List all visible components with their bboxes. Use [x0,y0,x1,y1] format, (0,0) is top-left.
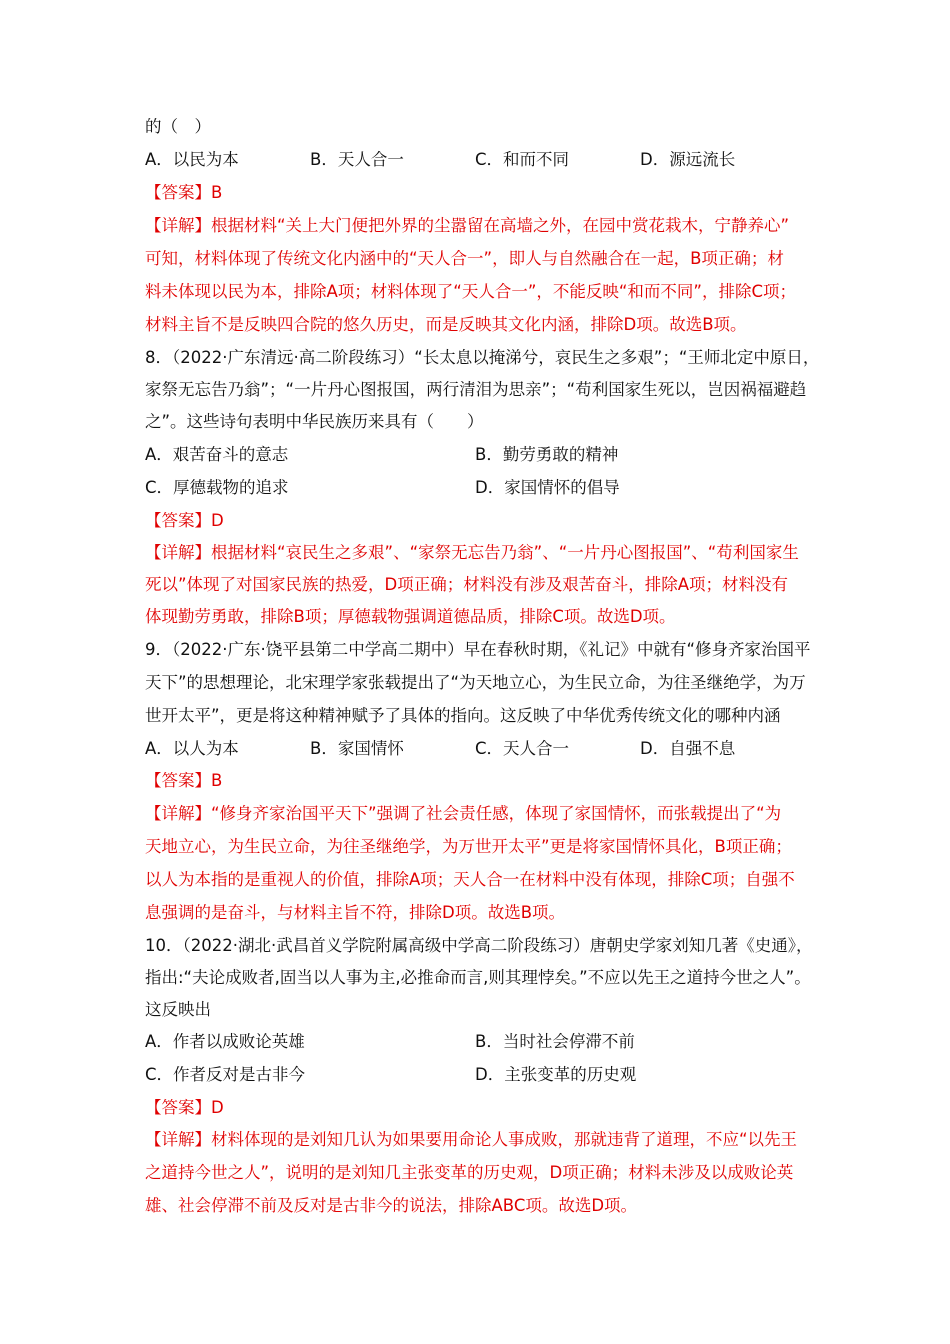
q7-option-a: A．以民为本 [145,150,239,169]
q10-detail-line-2: 之道持今世之人”，说明的是刘知几主张变革的历史观，D项正确；材料未涉及以成败论英 [145,1163,794,1182]
q9-detail-line-2: 天地立心，为生民立命，为往圣继绝学，为万世开太平”更是将家国情怀具化，B项正确； [145,837,792,856]
q9-stem-line-1: 9．（2022·广东·饶平县第二中学高二期中）早在春秋时期，《礼记》中就有“修身齐家治国平 [145,640,811,659]
q10-answer: 【答案】D [145,1098,224,1117]
q10-option-c: C．作者反对是古非今 [145,1065,306,1084]
q9-option-d: D．自强不息 [640,739,736,758]
q10-stem-line-2: 指出:“夫论成败者,固当以人事为主,必推命而言,则其理悖矣。”不应以先王之道持今世之人”。 [145,968,811,987]
q8-option-b: B．勤劳勇敢的精神 [475,445,619,464]
q7-answer: 【答案】B [145,183,223,202]
q9-detail-line-1: 【详解】“修身齐家治国平天下”强调了社会责任感，体现了家国情怀，而张载提出了“为 [145,804,782,823]
q8-option-c: C．厚德载物的追求 [145,478,289,497]
q7-detail-line-4: 材料主旨不是反映四合院的悠久历史，而是反映其文化内涵，排除D项。故选B项。 [145,315,747,334]
q8-stem-line-1: 8．（2022·广东清远·高二阶段练习）“长太息以掩涕兮，哀民生之多艰”；“王师北定中原日， [145,348,820,367]
q9-option-b: B．家国情怀 [310,739,404,758]
q9-detail-line-3: 以人为本指的是重视人的价值，排除A项；天人合一在材料中没有体现，排除C项；自强不 [145,870,795,889]
q10-option-a: A．作者以成败论英雄 [145,1032,305,1051]
q7-detail-line-2: 可知，材料体现了传统文化内涵中的“天人合一”，即人与自然融合在一起，B项正确；材 [145,249,784,268]
q10-stem-line-1: 10．（2022·湖北·武昌首义学院附属高级中学高二阶段练习）唐朝史学家刘知几著《史通》， [145,936,813,955]
q7-option-b: B．天人合一 [310,150,404,169]
q9-stem-line-3: 世开太平”，更是将这种精神赋予了具体的指向。这反映了中华优秀传统文化的哪种内涵 [145,706,781,725]
q9-answer: 【答案】B [145,771,223,790]
q8-option-a: A．艰苦奋斗的意志 [145,445,289,464]
q9-detail-line-4: 息强调的是奋斗，与材料主旨不符，排除D项。故选B项。 [145,903,566,922]
q8-detail-line-3: 体现勤劳勇敢，排除B项；厚德载物强调道德品质，排除C项。故选D项。 [145,607,676,626]
q9-option-a: A．以人为本 [145,739,239,758]
q8-answer: 【答案】D [145,511,224,530]
q7-option-d: D．源远流长 [640,150,736,169]
q10-option-d: D．主张变革的历史观 [475,1065,637,1084]
q7-stem-end: 的（ ） [145,117,211,136]
q9-option-c: C．天人合一 [475,739,570,758]
q10-detail-line-1: 【详解】材料体现的是刘知几认为如果要用命论人事成败，那就违背了道理，不应“以先王 [145,1130,798,1149]
q7-detail-line-1: 【详解】根据材料“关上大门便把外界的尘嚣留在高墙之外，在园中赏花栽木，宁静养心” [145,216,790,235]
q10-detail-line-3: 雄、社会停滞不前及反对是古非今的说法，排除ABC项。故选D项。 [145,1196,638,1215]
q8-stem-line-2: 家祭无忘告乃翁”；“一片丹心图报国，两行清泪为思亲”；“苟利国家生死以，岂因祸福避趋 [145,380,807,399]
q10-option-b: B．当时社会停滞不前 [475,1032,635,1051]
q8-stem-line-3: 之”。这些诗句表明中华民族历来具有（ ） [145,412,484,431]
q8-detail-line-1: 【详解】根据材料“哀民生之多艰”、“家祭无忘告乃翁”、“一片丹心图报国”、“苟利国家生 [145,543,799,562]
q8-option-d: D．家国情怀的倡导 [475,478,620,497]
q8-detail-line-2: 死以”体现了对国家民族的热爱，D项正确；材料没有涉及艰苦奋斗，排除A项；材料没有 [145,575,789,594]
q7-detail-line-3: 料未体现以民为本，排除A项；材料体现了“天人合一”，不能反映“和而不同”，排除C项； [145,282,797,301]
q10-stem-line-3: 这反映出 [145,1000,211,1019]
q9-stem-line-2: 天下”的思想理论，北宋理学家张载提出了“为天地立心，为生民立命，为往圣继绝学，为万 [145,673,806,692]
q7-option-c: C．和而不同 [475,150,570,169]
